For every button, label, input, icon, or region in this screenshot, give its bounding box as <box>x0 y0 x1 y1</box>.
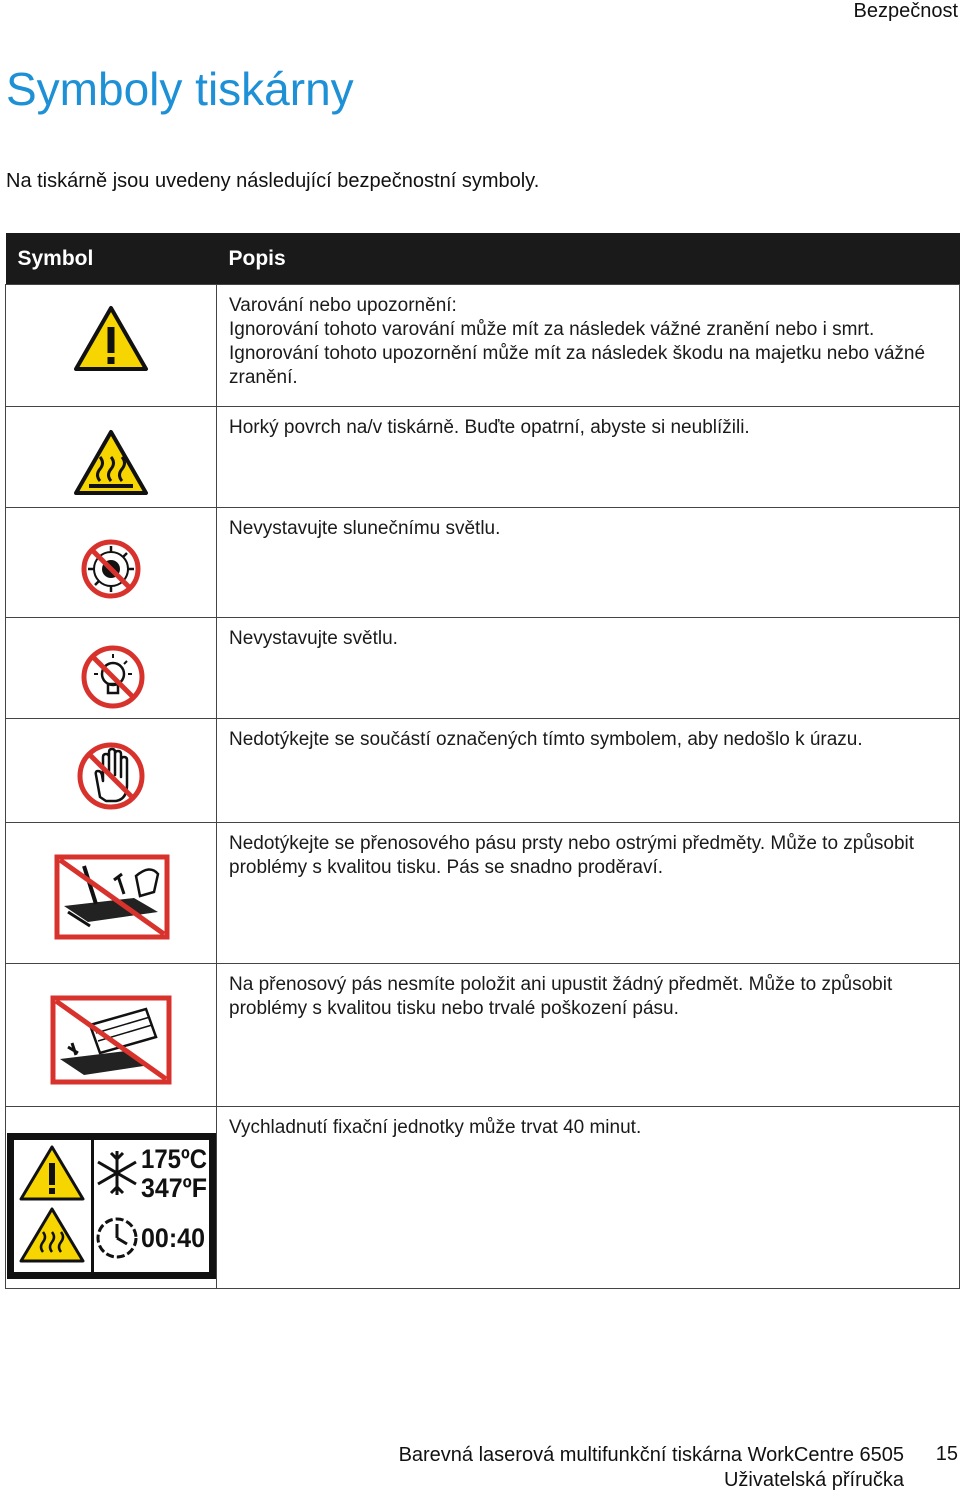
footer-product-name: Barevná laserová multifunkční tiskárna WorkCentre 6505 <box>398 1444 904 1466</box>
description-line: Horký povrch na/v tiskárně. Buďte opatrní, abyste si neublížili. <box>229 417 750 438</box>
table-header-row <box>6 233 960 285</box>
footer-guide-name: Uživatelská příručka <box>723 1469 904 1491</box>
table-row <box>6 719 960 823</box>
table-row <box>6 823 960 964</box>
column-header-description: Popis <box>217 233 960 285</box>
label-temp-celsius: 175ºC <box>141 1144 207 1174</box>
no-light-icon <box>80 644 146 710</box>
symbol-cell <box>6 1107 217 1289</box>
page-number: 15 <box>935 1443 958 1465</box>
page-title: Symboly tiskárny <box>6 63 354 115</box>
label-temp-fahrenheit: 347ºF <box>141 1173 207 1203</box>
no-objects-on-belt-icon <box>50 995 172 1085</box>
table-row <box>6 285 960 407</box>
no-sunlight-icon <box>80 538 142 600</box>
no-sharp-objects-belt-icon <box>54 854 170 940</box>
header-section-title: Bezpečnost <box>853 0 958 22</box>
table-row <box>6 964 960 1107</box>
description-line: Nedotýkejte se součástí označených tímto symbolem, aby nedošlo k úrazu. <box>229 729 863 750</box>
description-cell <box>217 964 960 1107</box>
symbol-cell <box>6 823 217 964</box>
description-line: Nevystavujte slunečnímu světlu. <box>229 518 501 539</box>
symbol-cell <box>6 618 217 719</box>
description-line: Ignorování tohoto upozornění může mít za následek škodu na majetku nebo vážné zranění. <box>229 343 926 388</box>
footer-product-info <box>399 1443 904 1493</box>
description-line: Nevystavujte světlu. <box>229 628 398 649</box>
description-line: Nedotýkejte se přenosového pásu prsty nebo ostrými předměty. Může to způsobit problémy s kvalitou tisku. Pás se snadno proděraví. <box>229 833 915 878</box>
description-cell <box>217 823 960 964</box>
symbol-cell <box>6 407 217 508</box>
hot-surface-icon <box>73 429 149 497</box>
description-cell <box>217 719 960 823</box>
description-cell <box>217 508 960 618</box>
symbol-cell <box>6 508 217 618</box>
label-cooldown-time: 00:40 <box>141 1223 205 1253</box>
warning-triangle-icon <box>73 305 149 373</box>
description-line: Ignorování tohoto varování může mít za následek vážné zranění nebo i smrt. <box>229 319 875 340</box>
table-row <box>6 407 960 508</box>
description-line: Na přenosový pás nesmíte položit ani upustit žádný předmět. Může to způsobit problémy s kvalitou tisku nebo trvalé poškození pásu. <box>229 974 893 1019</box>
fuser-cooldown-label-icon <box>7 1133 216 1279</box>
description-cell <box>217 407 960 508</box>
symbol-cell <box>6 285 217 407</box>
do-not-touch-icon <box>76 741 146 811</box>
table-row <box>6 618 960 719</box>
symbol-cell <box>6 719 217 823</box>
description-cell <box>217 1107 960 1289</box>
description-cell <box>217 618 960 719</box>
symbols-table <box>5 233 960 1289</box>
description-cell <box>217 285 960 407</box>
symbol-cell <box>6 964 217 1107</box>
intro-text: Na tiskárně jsou uvedeny následující bezpečnostní symboly. <box>6 170 540 192</box>
description-line: Vychladnutí fixační jednotky může trvat 40 minut. <box>229 1117 642 1138</box>
description-line: Varování nebo upozornění: <box>229 295 457 316</box>
table-row <box>6 1107 960 1289</box>
column-header-symbol: Symbol <box>6 233 217 285</box>
table-row <box>6 508 960 618</box>
